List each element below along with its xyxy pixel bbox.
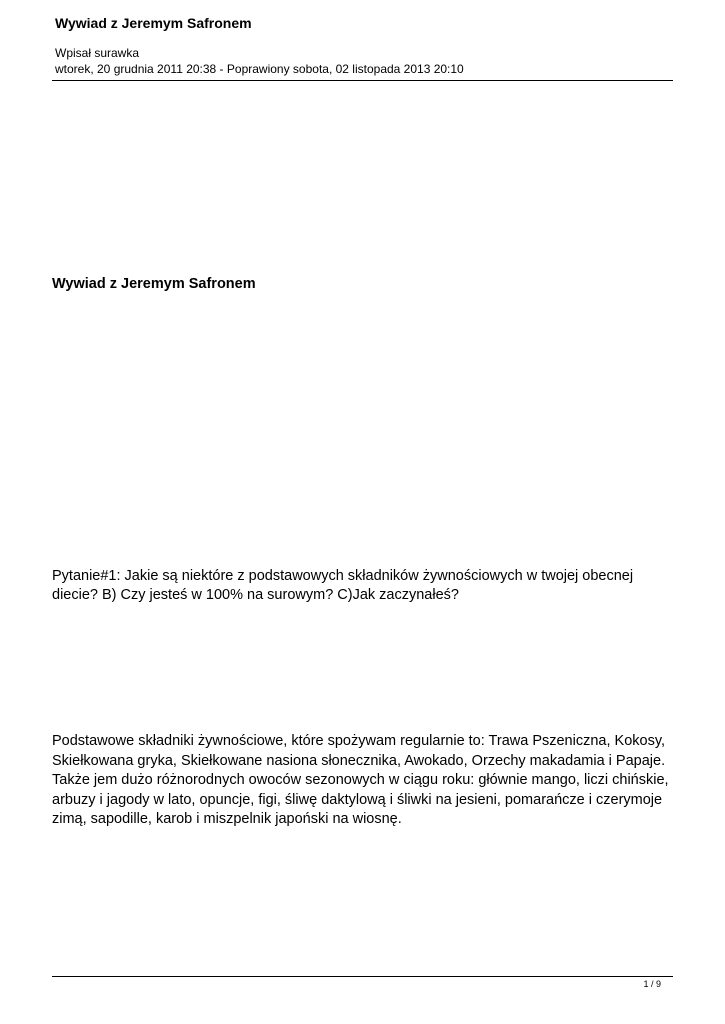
header-title: Wywiad z Jeremym Safronem [55,15,252,31]
article-title: Wywiad z Jeremym Safronem [52,276,256,292]
header-divider [52,80,673,81]
question-paragraph: Pytanie#1: Jakie są niektóre z podstawowych składników żywnościowych w twojej obecnej diecie? B) Czy jesteś w 100% na surowym? C)Jak zaczynałeś? [52,568,634,603]
answer-paragraph: Podstawowe składniki żywnościowe, które spożywam regularnie to: Trawa Pszeniczna, Kokosy, Skiełkowana gryka, Skiełkowane nasiona słonecznika, Awokado, Orzechy makadamia i Papaje. Także jem dużo różnorodnych owoców sezonowych w ciągu roku: głównie mango, liczi chińskie, arbuzy i jagody w lato, opuncje, figi, śliwę daktylową i śliwki na jesieni, pomarańcze i czerymoje zimą, sapodille, karob i miszpelnik japoński na wiosnę. [52,733,669,827]
page-number: 1 / 9 [643,979,661,989]
dates-line: wtorek, 20 grudnia 2011 20:38 - Poprawiony sobota, 02 listopada 2013 20:10 [55,62,464,76]
footer-divider [52,976,673,977]
author-line: Wpisał surawka [55,46,140,60]
